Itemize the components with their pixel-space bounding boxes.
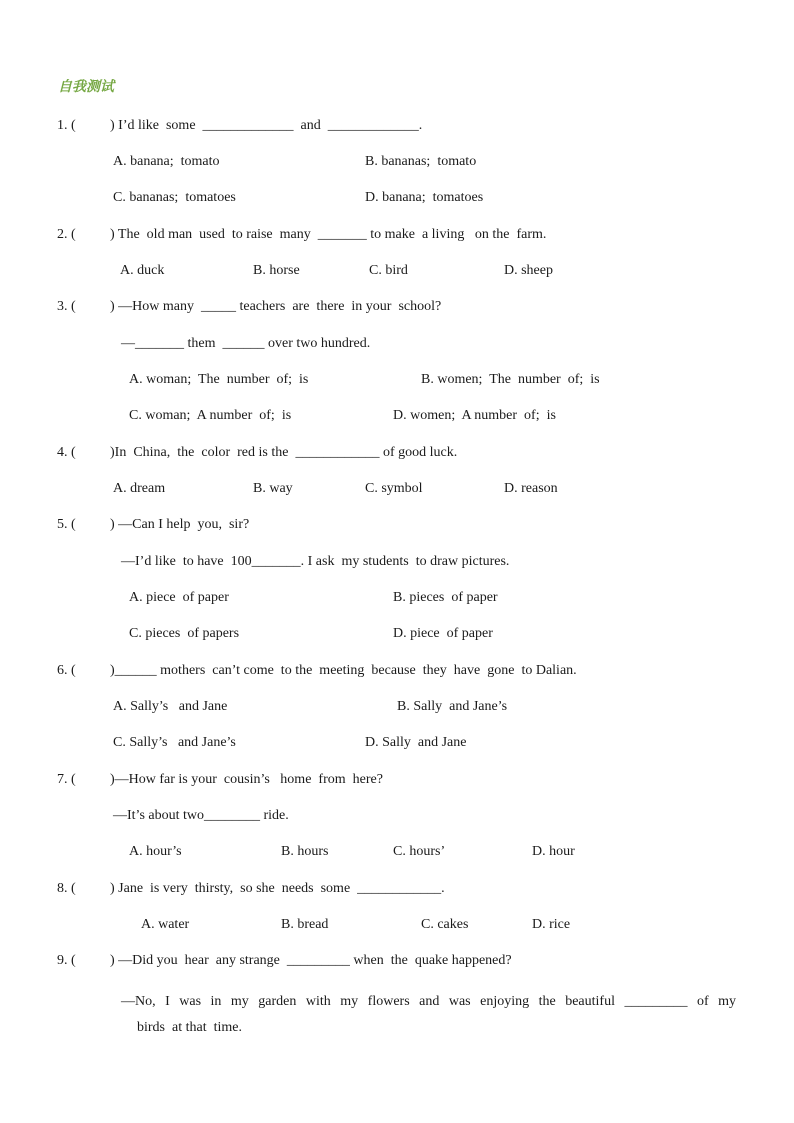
question-number: 9. ( bbox=[57, 953, 76, 968]
option-a: A. piece of paper bbox=[129, 590, 229, 605]
option-c: C. bird bbox=[369, 263, 408, 278]
option-b: B. bananas; tomato bbox=[365, 154, 477, 169]
option-d: D. piece of paper bbox=[393, 626, 493, 641]
option-b: B. women; The number of; is bbox=[421, 372, 600, 387]
option-a: A. hour’s bbox=[129, 844, 182, 859]
question-stem: ) —Did you hear any strange _________ when the quake happened? bbox=[110, 953, 512, 968]
question-number: 7. ( bbox=[57, 772, 76, 787]
option-d: D. women; A number of; is bbox=[393, 408, 556, 423]
question-stem: ) Jane is very thirsty, so she needs some ____________. bbox=[110, 881, 445, 896]
option-b: B. way bbox=[253, 481, 293, 496]
option-a: A. woman; The number of; is bbox=[129, 372, 309, 387]
question-reply-continued: birds at that time. bbox=[137, 1020, 242, 1035]
option-a: A. water bbox=[141, 917, 190, 932]
question-stem: ) The old man used to raise many _______ to make a living on the farm. bbox=[110, 227, 547, 242]
option-c: C. symbol bbox=[365, 481, 423, 496]
option-b: B. bread bbox=[281, 917, 329, 932]
question-stem: ) —How many _____ teachers are there in your school? bbox=[110, 299, 442, 314]
option-a: A. Sally’s and Jane bbox=[113, 699, 228, 714]
option-b: B. horse bbox=[253, 263, 300, 278]
option-d: D. reason bbox=[504, 481, 558, 496]
question-number: 3. ( bbox=[57, 299, 76, 314]
option-b: B. pieces of paper bbox=[393, 590, 498, 605]
section-title: 自我测试 bbox=[58, 79, 114, 95]
question-number: 4. ( bbox=[57, 445, 76, 460]
option-b: B. hours bbox=[281, 844, 329, 859]
option-a: A. banana; tomato bbox=[113, 154, 220, 169]
question-number: 6. ( bbox=[57, 663, 76, 678]
question-number: 5. ( bbox=[57, 517, 76, 532]
option-a: A. duck bbox=[120, 263, 165, 278]
question-reply: —No, I was in my garden with my flowers and was enjoying the beautiful _________ of my bbox=[121, 994, 736, 1009]
option-c: C. woman; A number of; is bbox=[129, 408, 292, 423]
option-d: D. banana; tomatoes bbox=[365, 190, 484, 205]
question-reply: —I’d like to have 100_______. I ask my students to draw pictures. bbox=[121, 554, 510, 569]
question-number: 2. ( bbox=[57, 227, 76, 242]
option-b: B. Sally and Jane’s bbox=[397, 699, 508, 714]
option-d: D. rice bbox=[532, 917, 571, 932]
question-stem: )—How far is your cousin’s home from here? bbox=[110, 772, 383, 787]
option-c: C. pieces of papers bbox=[129, 626, 240, 641]
question-stem: ) I’d like some _____________ and _____________. bbox=[110, 118, 423, 133]
question-stem: ) —Can I help you, sir? bbox=[110, 517, 250, 532]
option-c: C. Sally’s and Jane’s bbox=[113, 735, 236, 750]
question-stem: )In China, the color red is the ____________ of good luck. bbox=[110, 445, 458, 460]
question-number: 1. ( bbox=[57, 118, 76, 133]
option-d: D. sheep bbox=[504, 263, 553, 278]
question-reply: —_______ them ______ over two hundred. bbox=[121, 336, 371, 351]
option-d: D. Sally and Jane bbox=[365, 735, 467, 750]
option-a: A. dream bbox=[113, 481, 166, 496]
option-d: D. hour bbox=[532, 844, 575, 859]
question-reply: —It’s about two________ ride. bbox=[113, 808, 289, 823]
option-c: C. bananas; tomatoes bbox=[113, 190, 236, 205]
option-c: C. cakes bbox=[421, 917, 469, 932]
question-number: 8. ( bbox=[57, 881, 76, 896]
option-c: C. hours’ bbox=[393, 844, 446, 859]
question-stem: )______ mothers can’t come to the meeting because they have gone to Dalian. bbox=[110, 663, 577, 678]
